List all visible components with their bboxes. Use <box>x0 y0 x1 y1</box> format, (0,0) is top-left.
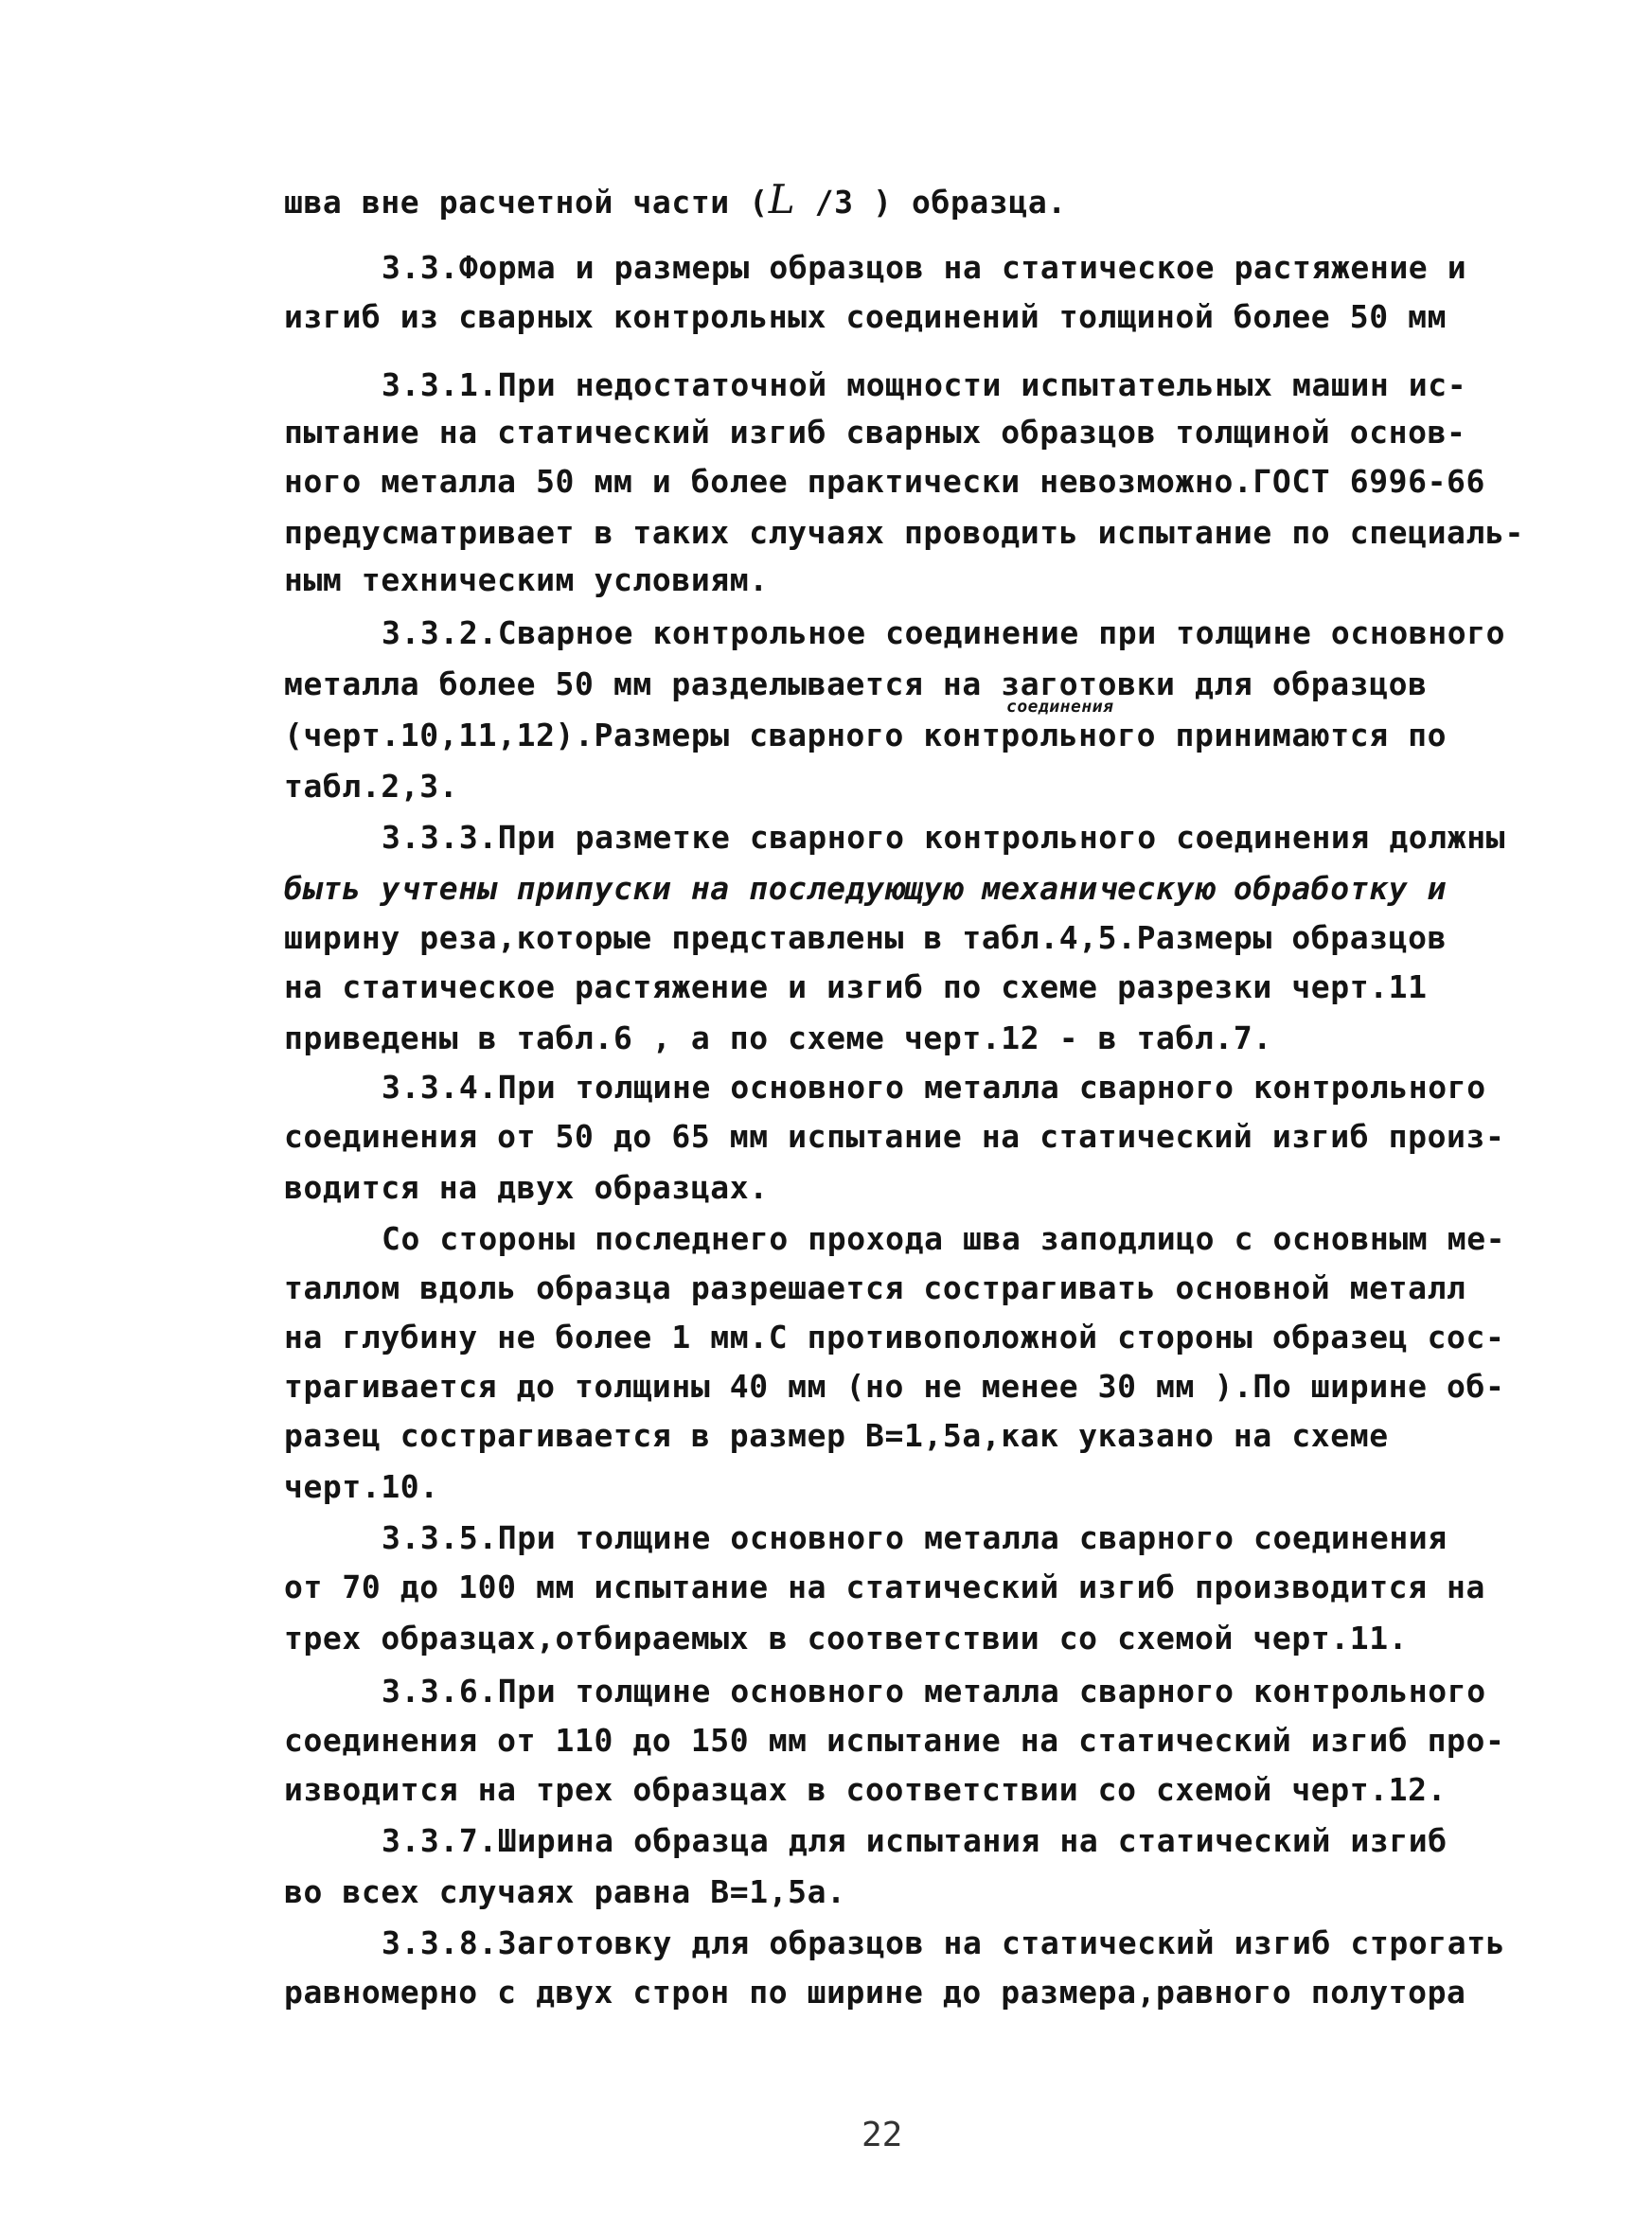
text-line: равномерно с двух строн по ширине до размера,равного полутора <box>284 1974 1466 2011</box>
text-line: металла более 50 мм разделывается на заготовки для образцов <box>284 665 1428 702</box>
text-line: табл.2,3. <box>284 768 459 805</box>
section-heading-line: 3.3.Форма и размеры образцов на статическое растяжение и <box>382 249 1467 286</box>
text-line: соединения от 50 до 65 мм испытание на статический изгиб произ- <box>284 1118 1505 1155</box>
text-line: водится на двух образцах. <box>284 1169 769 1206</box>
text-segment: шва вне расчетной части ( <box>284 184 769 221</box>
paragraph-first-line: 3.3.8.Заготовку для образцов на статический изгиб строгать <box>382 1924 1506 1961</box>
text-line: на статическое растяжение и изгиб по схеме разрезки черт.11 <box>284 968 1428 1005</box>
text-line: изводится на трех образцах в соответствии со схемой черт.12. <box>284 1771 1448 1808</box>
paragraph-first-line: 3.3.4.При толщине основного металла сварного контрольного <box>382 1069 1486 1106</box>
text-line: черт.10. <box>284 1468 439 1505</box>
text-segment: /3 ) образца. <box>795 184 1067 221</box>
text-line: трех образцах,отбираемых в соответствии со схемой черт.11. <box>284 1620 1409 1657</box>
text-line: соединения от 110 до 150 мм испытание на статический изгиб про- <box>284 1722 1505 1759</box>
paragraph-first-line: 3.3.1.При недостаточной мощности испытательных машин ис- <box>382 366 1467 403</box>
paragraph-first-line: Со стороны последнего прохода шва заподлицо с основным ме- <box>382 1220 1506 1257</box>
section-heading-line: изгиб из сварных контрольных соединений толщиной более 50 мм <box>284 298 1448 335</box>
text-line <box>284 176 1572 222</box>
text-line: таллом вдоль образца разрешается сострагивать основной металл <box>284 1269 1466 1306</box>
text-line: трагивается до толщины 40 мм (но не менее 30 мм ).По ширине об- <box>284 1368 1505 1405</box>
text-line: ного металла 50 мм и более практически невозможно.ГОСТ 6996-66 <box>284 463 1485 500</box>
paragraph-first-line: 3.3.3.При разметке сварного контрольного соединения должны <box>382 819 1506 856</box>
text-line: приведены в табл.6 , а по схеме черт.12 - в табл.7. <box>284 1019 1272 1056</box>
page-number: 22 <box>862 2116 903 2154</box>
text-line: от 70 до 100 мм испытание на статический изгиб производится на <box>284 1568 1485 1605</box>
text-line: ным техническим условиям. <box>284 561 769 598</box>
paragraph-first-line: 3.3.6.При толщине основного металла сварного контрольного <box>382 1673 1486 1710</box>
text-line: предусматривает в таких случаях проводить испытание по специаль- <box>284 514 1524 551</box>
paragraph-first-line: 3.3.7.Ширина образца для испытания на статический изгиб <box>382 1822 1448 1859</box>
paragraph-first-line: 3.3.2.Сварное контрольное соединение при толщине основного <box>382 614 1506 651</box>
text-line: разец сострагивается в размер В=1,5а,как указано на схеме <box>284 1417 1389 1454</box>
text-line: быть учтены припуски на последующую механическую обработку и <box>284 870 1448 907</box>
text-line: на глубину не более 1 мм.С противоположной стороны образец сос- <box>284 1319 1505 1356</box>
text-line: пытание на статический изгиб сварных образцов толщиной основ- <box>284 414 1466 451</box>
text-line: во всех случаях равна В=1,5а. <box>284 1873 846 1910</box>
text-line: ширину реза,которые представлены в табл.4,5.Размеры образцов <box>284 919 1448 956</box>
text-line: (черт.10,11,12).Размеры сварного контрольного принимаются по <box>284 717 1448 753</box>
paragraph-first-line: 3.3.5.При толщине основного металла сварного соединения <box>382 1519 1448 1556</box>
length-symbol: L <box>768 176 796 222</box>
handwritten-insertion: соединения <box>1006 697 1114 717</box>
